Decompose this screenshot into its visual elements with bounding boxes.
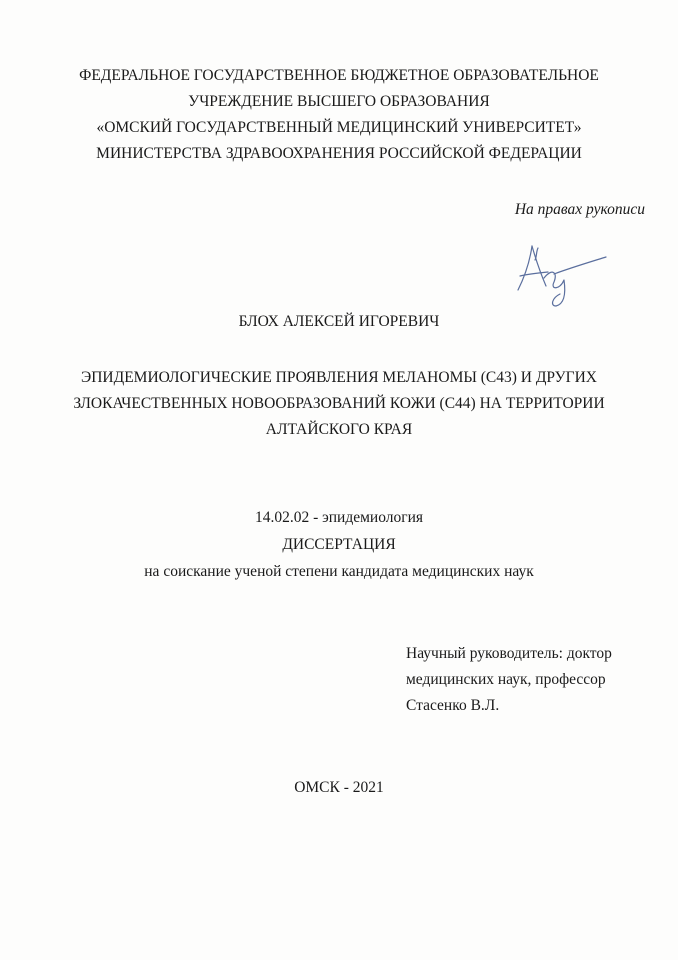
handwritten-signature <box>508 238 612 308</box>
manuscript-note: На правах рукописи <box>514 201 645 218</box>
degree-statement: на соискание ученой степени кандидата медицинских наук <box>144 563 534 580</box>
city-year: ОМСК - 2021 <box>294 779 384 796</box>
specialty-code: 14.02.02 - эпидемиология <box>254 509 424 526</box>
supervisor-block <box>406 641 612 719</box>
institution-line-1: ФЕДЕРАЛЬНОЕ ГОСУДАРСТВЕННОЕ БЮДЖЕТНОЕ ОБРАЗОВАТЕЛЬНОЕ <box>79 67 599 84</box>
dissertation-title-line-3: АЛТАЙСКОГО КРАЯ <box>265 421 413 438</box>
institution-line-4: МИНИСТЕРСТВА ЗДРАВООХРАНЕНИЯ РОССИЙСКОЙ ФЕДЕРАЦИИ <box>96 145 582 162</box>
document-type: ДИССЕРТАЦИЯ <box>282 536 396 553</box>
author-name: БЛОХ АЛЕКСЕЙ ИГОРЕВИЧ <box>238 313 440 330</box>
institution-line-3: «ОМСКИЙ ГОСУДАРСТВЕННЫЙ МЕДИЦИНСКИЙ УНИВЕРСИТЕТ» <box>96 119 582 136</box>
dissertation-title-line-1: ЭПИДЕМИОЛОГИЧЕСКИЕ ПРОЯВЛЕНИЯ МЕЛАНОМЫ (С43) И ДРУГИХ <box>81 369 597 386</box>
institution-line-2: УЧРЕЖДЕНИЕ ВЫСШЕГО ОБРАЗОВАНИЯ <box>188 93 490 110</box>
supervisor-line-2: медицинских наук, профессор <box>406 671 606 688</box>
dissertation-title-line-2: ЗЛОКАЧЕСТВЕННЫХ НОВООБРАЗОВАНИЙ КОЖИ (С44) НА ТЕРРИТОРИИ <box>73 395 605 412</box>
supervisor-line-3: Стасенко В.Л. <box>406 697 500 714</box>
supervisor-line-1: Научный руководитель: доктор <box>406 645 612 662</box>
